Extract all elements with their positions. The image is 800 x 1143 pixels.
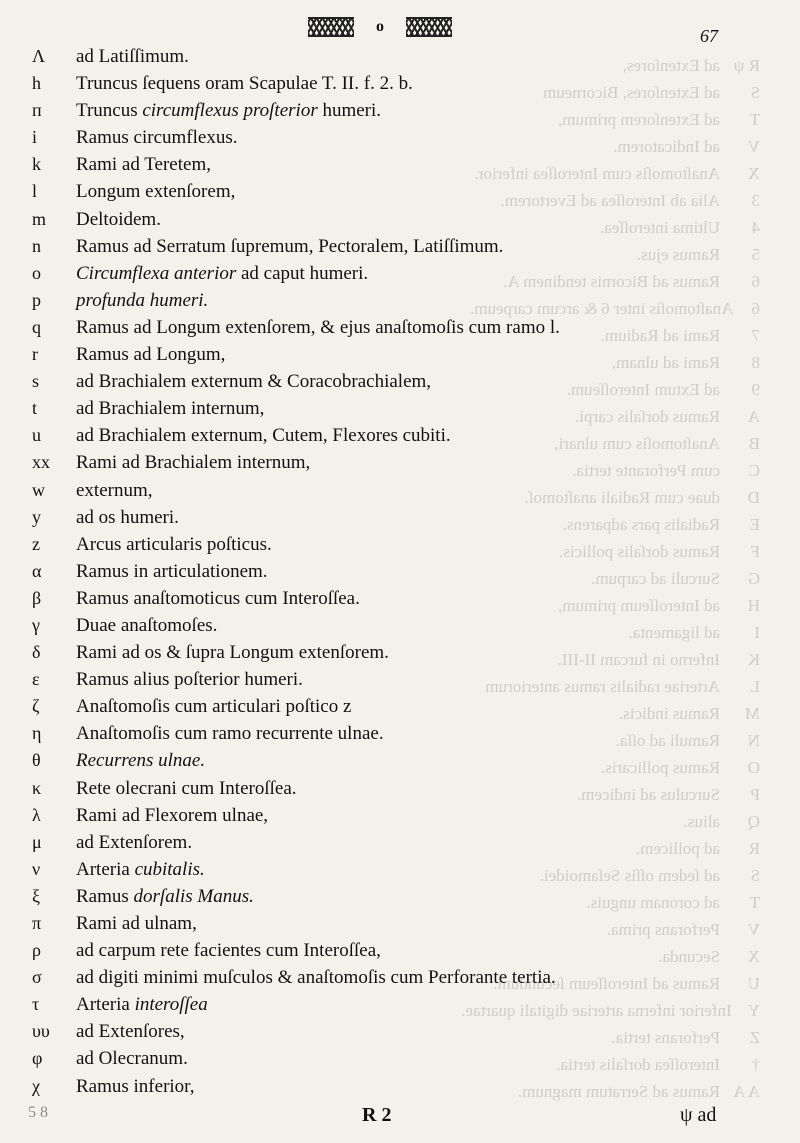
entry-code: ζ xyxy=(32,696,40,717)
entry-code: xx xyxy=(32,452,50,473)
entry-text-pre: Arteria xyxy=(76,858,135,880)
bleed-code: F xyxy=(750,542,760,561)
entry-text: Anaſtomoſis cum articulari poſtico z xyxy=(76,696,352,718)
bleed-text: ad Extenſores, Bicorneum xyxy=(542,83,720,102)
legend-entry xyxy=(32,723,732,750)
legend-entry xyxy=(32,452,732,479)
entry-text: Ramus ad Longum extenſorem, & ejus anaſtomoſis cum ramo l. xyxy=(76,316,560,338)
bleed-text: ad coronam unguis. xyxy=(586,893,720,912)
legend-entry xyxy=(32,778,732,805)
legend-entry xyxy=(32,534,732,561)
entry-text xyxy=(76,263,732,285)
legend-entry xyxy=(32,209,732,236)
legend-entry xyxy=(32,1048,732,1075)
bleed-text: Ramus ad Serratum magnum. xyxy=(517,1082,720,1101)
bleed-code: P xyxy=(750,785,760,804)
bleed-text: Inferno in furcam II-III. xyxy=(557,650,720,669)
ornament-center: o xyxy=(376,18,384,35)
entry-code: w xyxy=(32,479,45,500)
bleed-text: Ramus indicis. xyxy=(618,704,720,723)
ornament-right-icon xyxy=(406,17,452,37)
entry-text: Ramus inferior, xyxy=(76,1075,195,1097)
bleed-text: Ramus ad Interoſſeum ſecundum. xyxy=(493,974,720,993)
entry-code: m xyxy=(32,208,47,229)
entry-text: Rami ad ulnam, xyxy=(76,913,197,934)
entry-code: τ xyxy=(32,994,40,1015)
legend-entry xyxy=(32,290,732,317)
bleed-text: Surculus ad indicem. xyxy=(576,785,720,804)
bleed-code: C xyxy=(748,461,760,480)
entry-text xyxy=(76,886,732,908)
bleed-text: Ramus ad Bicornis tendinem A. xyxy=(503,272,720,291)
entry-code: η xyxy=(32,723,42,744)
legend-entry xyxy=(32,425,732,452)
entry-text xyxy=(76,859,732,881)
legend-entry xyxy=(32,994,732,1021)
legend-entry xyxy=(32,805,732,832)
entry-code: n xyxy=(32,235,41,256)
entry-text-italic: dorſalis Manus. xyxy=(133,885,254,907)
entry-code: ρ xyxy=(32,940,41,961)
entry-code: ξ xyxy=(32,885,41,906)
bleed-text: Rami ad ulnam, xyxy=(611,353,720,372)
entry-text: Duae anaſtomoſes. xyxy=(76,614,218,636)
bleed-text: Ramus ejus. xyxy=(636,245,720,264)
entry-text xyxy=(76,290,732,312)
bleed-code: 9 xyxy=(751,380,760,399)
legend-entry xyxy=(32,1076,732,1103)
entry-text: Anaſtomoſis cum ramo recurrente ulnae. xyxy=(76,723,384,745)
page-number: 67 xyxy=(700,26,718,46)
bleed-code: U xyxy=(747,974,760,993)
entry-text-italic: cubitalis. xyxy=(134,858,205,880)
entry-code: t xyxy=(32,398,38,419)
entry-code: θ xyxy=(32,750,41,771)
bleed-text: Anaſtomoſis cum ulnari, xyxy=(554,434,720,453)
entry-text-italic: interoſſea xyxy=(134,994,208,1016)
legend-entry xyxy=(32,507,732,534)
entry-text: ad os humeri. xyxy=(76,506,179,528)
bleed-code: L xyxy=(749,677,760,696)
bleed-text: ad ſedem oſſis Seſamoidei. xyxy=(539,866,720,885)
legend-entry xyxy=(32,344,732,371)
bleed-code: G xyxy=(747,569,760,588)
entry-text: Ramus anaſtomoticus cum Interoſſea. xyxy=(76,587,360,609)
bleed-text: Inferior inferna arteriae digitali quartae. xyxy=(461,1001,732,1020)
entry-code: φ xyxy=(32,1048,43,1069)
entry-text-italic: profunda humeri. xyxy=(76,289,209,311)
entry-code: γ xyxy=(32,614,40,635)
bleed-code: S xyxy=(750,83,760,102)
bleed-code: H xyxy=(747,596,760,615)
entry-code: o xyxy=(32,262,41,283)
bleed-code: X xyxy=(747,947,760,966)
entry-text: Ramus in articulationem. xyxy=(76,560,268,582)
entry-code: α xyxy=(32,560,42,581)
legend-list xyxy=(32,46,732,1103)
bleed-text: Arteriae radialis ramus anteriorum xyxy=(485,677,720,696)
bleed-text: duae cum Radiali anaſtomoſ. xyxy=(524,488,720,507)
legend-entry xyxy=(32,561,732,588)
legend-entry xyxy=(32,750,732,777)
entry-code: π xyxy=(32,913,42,933)
signature-mark: R 2 xyxy=(362,1104,392,1126)
bleed-code: Y xyxy=(747,1001,760,1020)
bleed-code: 6 xyxy=(751,272,760,291)
entry-text: ad carpum rete facientes cum Interoſſea, xyxy=(76,940,381,962)
entry-code: k xyxy=(32,154,41,175)
entry-text: Rami ad Brachialem internum, xyxy=(76,452,311,474)
bleed-code: R ψ xyxy=(733,56,760,75)
bleed-code: † xyxy=(751,1055,760,1074)
legend-entry xyxy=(32,127,732,154)
entry-code: λ xyxy=(32,804,41,825)
legend-entry xyxy=(32,886,732,913)
entry-code: Λ xyxy=(32,46,46,66)
entry-text-post: ad caput humeri. xyxy=(236,262,369,284)
bleed-text: Ultima interoſſea. xyxy=(600,218,720,237)
legend-entry xyxy=(32,642,732,669)
bleed-text: ad Interoſſeum primum, xyxy=(558,596,720,615)
bleed-text: Secunda. xyxy=(658,947,720,966)
bleed-code: Q xyxy=(747,812,760,831)
entry-code: p xyxy=(32,289,41,310)
bleed-text: ad ligamenta. xyxy=(628,623,720,642)
bleed-code: 7 xyxy=(751,326,760,345)
bleed-text: ad Extenſores, xyxy=(622,56,720,75)
bleed-code: Z xyxy=(749,1028,760,1047)
entry-code: п xyxy=(32,100,42,121)
entry-code: μ xyxy=(32,831,42,852)
bleed-text: Surculi ad carpum. xyxy=(591,569,720,588)
footer-left-mark: 5 8 xyxy=(28,1104,48,1121)
entry-code: ε xyxy=(32,669,40,690)
legend-entry xyxy=(32,398,732,425)
bleed-text: ad Extum Interoſſeum. xyxy=(566,380,720,399)
entry-text: Rami ad Teretem, xyxy=(76,154,211,176)
bleed-text: Anaſtomoſis cum Interoſſea inferior. xyxy=(474,164,720,183)
bleed-code: D xyxy=(747,488,760,507)
entry-code: κ xyxy=(32,777,42,798)
entry-text: ad Brachialem internum, xyxy=(76,398,265,420)
entry-text: Ramus alius poſterior humeri. xyxy=(76,669,303,691)
legend-entry xyxy=(32,1021,732,1048)
catchword: ψ ad xyxy=(680,1104,717,1126)
entry-text: externum, xyxy=(76,479,153,501)
entry-text-post: humeri. xyxy=(317,100,382,122)
bleed-text: Perforans prima. xyxy=(606,920,720,939)
entry-code: u xyxy=(32,425,41,446)
legend-entry xyxy=(32,696,732,723)
legend-entry xyxy=(32,940,732,967)
legend-entry xyxy=(32,615,732,642)
bleed-code: T xyxy=(749,893,760,912)
bleed-text: Rami ad Radium. xyxy=(600,326,720,345)
bleed-code: 8 xyxy=(751,353,760,372)
ornament-left-icon xyxy=(308,17,354,37)
entry-text: ad Brachialem externum, Cutem, Flexores cubiti. xyxy=(76,425,451,447)
entry-code: χ xyxy=(32,1075,40,1096)
bleed-text: Interoſſea dorſalis tertia. xyxy=(556,1055,720,1074)
legend-entry xyxy=(32,100,732,127)
legend-entry xyxy=(32,480,732,507)
bleed-code: N xyxy=(747,731,760,750)
legend-entry xyxy=(32,588,732,615)
legend-entry xyxy=(32,317,732,344)
bleed-text: Alia ab Interoſſea ad Evertorem. xyxy=(500,191,720,210)
bleed-code: E xyxy=(749,515,760,534)
entry-text: Rete olecrani cum Interoſſea. xyxy=(76,777,297,799)
bleed-code: T xyxy=(749,110,760,129)
entry-text-italic: Circumflexa anterior xyxy=(76,262,237,284)
bleed-code: V xyxy=(747,137,760,156)
entry-text: ad digiti minimi muſculos & anaſtomoſis cum Perforante tertia. xyxy=(76,967,556,989)
entry-text: Longum extenſorem, xyxy=(76,181,236,203)
bleed-code: V xyxy=(747,920,760,939)
entry-text: ad Extenſores, xyxy=(76,1021,185,1043)
entry-code: ν xyxy=(32,858,41,879)
bleed-text: ad Extenſorem primum, xyxy=(558,110,720,129)
entry-text xyxy=(76,994,732,1016)
bleed-code: R xyxy=(748,839,760,858)
entry-text: ad Extenſorem. xyxy=(76,831,193,853)
bleed-text: alius. xyxy=(683,812,720,831)
bleed-code: 4 xyxy=(751,218,760,237)
entry-code: δ xyxy=(32,642,41,663)
entry-text: Deltoidem. xyxy=(76,208,161,230)
legend-entry xyxy=(32,371,732,398)
entry-code: h xyxy=(32,73,41,94)
bleed-code: 6 xyxy=(751,299,760,318)
bleed-code: K xyxy=(747,650,760,669)
legend-entry xyxy=(32,46,732,73)
legend-entry xyxy=(32,669,732,696)
entry-code: σ xyxy=(32,967,42,988)
entry-text: Ramus circumflexus. xyxy=(76,127,238,149)
entry-code: i xyxy=(32,127,38,148)
legend-entry xyxy=(32,832,732,859)
legend-entry xyxy=(32,154,732,181)
bleed-text: Ramus dorſalis carpi. xyxy=(575,407,720,426)
entry-code: q xyxy=(32,316,41,337)
legend-entry xyxy=(32,236,732,263)
entry-text: Rami ad os & ſupra Longum extenſorem. xyxy=(76,642,389,664)
entry-text xyxy=(76,750,732,772)
bleed-text: Ramus pollicaris. xyxy=(601,758,720,777)
bleed-code: X xyxy=(747,164,760,183)
entry-text xyxy=(76,100,732,122)
entry-text-italic: Recurrens ulnae. xyxy=(76,750,206,772)
entry-text: ad Olecranum. xyxy=(76,1048,188,1070)
bleed-text: Anaſtomoſis inter 6 & arcum carpeum. xyxy=(470,299,734,318)
entry-text: ad Latiſſimum. xyxy=(76,46,189,67)
bleed-code: A A xyxy=(733,1082,760,1101)
bleed-code: A xyxy=(747,407,760,426)
legend-entry xyxy=(32,859,732,886)
bleed-text: Ramuli ad oſſa. xyxy=(615,731,720,750)
legend-entry xyxy=(32,181,732,208)
entry-code: r xyxy=(32,344,38,365)
entry-code: z xyxy=(32,533,40,554)
bleed-text: ad Indicatorem. xyxy=(613,137,720,156)
legend-entry xyxy=(32,967,732,994)
entry-text-italic: circumflexus proſterior xyxy=(142,100,318,122)
bleed-code: 5 xyxy=(751,245,760,264)
entry-text: Truncus ſequens oram Scapulae T. II. f. 2. b. xyxy=(76,73,413,95)
entry-text: Ramus ad Longum, xyxy=(76,344,226,366)
bleed-text: ad pollicem. xyxy=(635,839,720,858)
bleed-code: I xyxy=(754,623,760,642)
entry-text: Arcus articularis poſticus. xyxy=(76,533,272,555)
header-ornament xyxy=(300,14,460,40)
entry-text-pre: Arteria xyxy=(76,994,135,1016)
bleed-code: M xyxy=(744,704,760,723)
bleed-text: Perforans tertia. xyxy=(611,1028,720,1047)
legend-entry xyxy=(32,263,732,290)
entry-code: s xyxy=(32,371,40,392)
entry-text: Ramus ad Serratum ſupremum, Pectoralem, Latiſſimum. xyxy=(76,235,504,257)
entry-code: l xyxy=(32,181,38,202)
bleed-text: cum Perforante tertia. xyxy=(572,461,720,480)
entry-code: υυ xyxy=(32,1021,50,1042)
legend-entry xyxy=(32,73,732,100)
entry-text: Rami ad Flexorem ulnae, xyxy=(76,804,269,826)
entry-text: ad Brachialem externum & Coracobrachialem, xyxy=(76,371,432,393)
bleed-text: Ramus dorſalis pollicis. xyxy=(558,542,720,561)
entry-text-pre: Truncus xyxy=(76,100,143,122)
page-footer xyxy=(0,1104,800,1134)
entry-code: β xyxy=(32,587,42,608)
bleed-code: S xyxy=(750,866,760,885)
bleed-text: Radialis pars adparens. xyxy=(562,515,720,534)
entry-code: y xyxy=(32,506,41,527)
bleed-code: B xyxy=(748,434,760,453)
bleed-code: 3 xyxy=(751,191,760,210)
bleed-code: O xyxy=(747,758,760,777)
legend-entry xyxy=(32,913,732,940)
entry-text-pre: Ramus xyxy=(76,885,134,907)
